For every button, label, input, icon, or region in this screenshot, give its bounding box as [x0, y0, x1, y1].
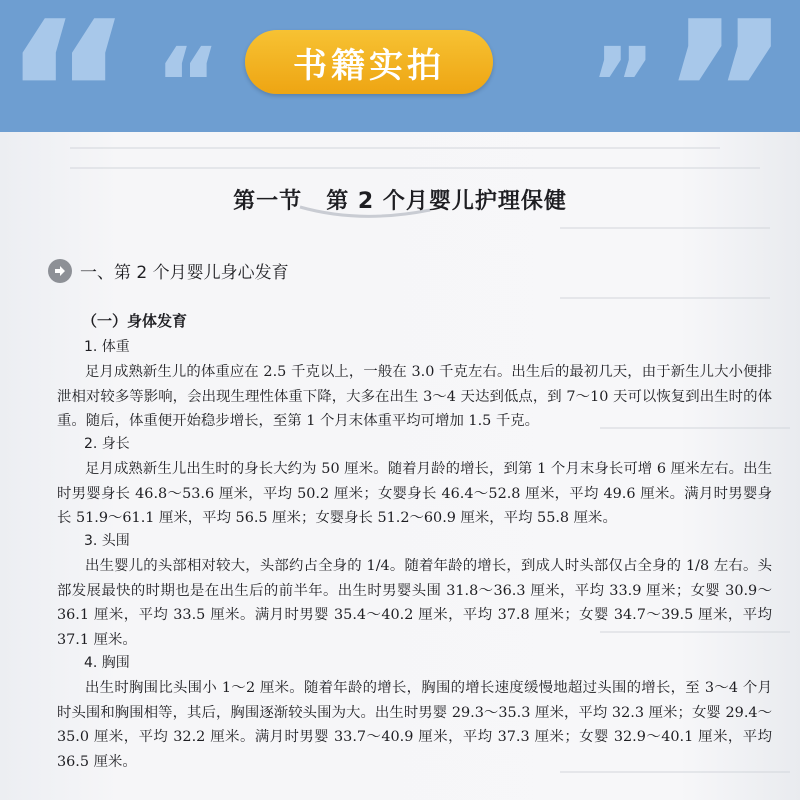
quote-open-large-icon: “ — [2, 0, 134, 132]
heading-level-1-text: 一、第 2 个月婴儿身心发育 — [80, 263, 289, 283]
banner-title: 书籍实拍 — [293, 45, 445, 86]
section-title — [0, 184, 800, 215]
section-number: 第一节 — [233, 189, 303, 214]
top-banner — [0, 0, 800, 132]
arrow-right-icon — [48, 259, 72, 283]
subsection-label-chest-circumference: 4. 胸围 — [84, 655, 130, 671]
book-page — [0, 132, 800, 800]
quote-open-small-icon: “ — [155, 26, 221, 132]
quote-close-small-icon: ” — [590, 26, 656, 132]
paragraph-head-circumference: 出生婴儿的头部相对较大，头部约占全身的 1/4。随着年龄的增长，到成人时头部仅占全身的 1/8 左右。头部发展最快的时期也是在出生后的前半年。出生时男婴头围 31.8～36.3 厘米，平均 33.9 厘米；女婴 30.9～36.1 厘米，平均 33.5 厘米。满月时男婴 35.4～40.2 厘米，平均 37.8 厘米；女婴 34.7～39.5 厘米，平均 37.1 厘米。 — [57, 558, 772, 648]
subsection-label-length: 2. 身长 — [84, 436, 130, 452]
paragraph-weight: 足月成熟新生儿的体重应在 2.5 千克以上，一般在 3.0 千克左右。出生后的最初几天，由于新生儿大小便排泄相对较多等影响，会出现生理性体重下降，大多在出生 3～4 天达到低点，到 7～10 天可以恢复到出生时的体重。随后，体重便开始稳步增长，至第 1 个月末体重平均可增加 1.5 千克。 — [57, 364, 772, 429]
section-title-text: 第 2 个月婴儿护理保健 — [326, 189, 567, 214]
quote-close-large-icon: ” — [660, 0, 792, 132]
subsection-label-weight: 1. 体重 — [84, 339, 130, 355]
subsection-label-head-circumference: 3. 头围 — [84, 533, 130, 549]
paragraph-chest-circumference: 出生时胸围比头围小 1～2 厘米。随着年龄的增长，胸围的增长速度缓慢地超过头围的增长，至 3～4 个月时头围和胸围相等，其后，胸围逐渐较头围为大。出生时男婴 29.3～35.3 厘米，平均 32.3 厘米；女婴 29.4～35.0 厘米，平均 32.2 厘米。满月时男婴 33.7～40.9 厘米，平均 37.3 厘米；女婴 32.9～40.1 厘米，平均 36.5 厘米。 — [57, 680, 772, 770]
paragraph-length: 足月成熟新生儿出生时的身长大约为 50 厘米。随着月龄的增长，到第 1 个月末身长可增 6 厘米左右。出生时男婴身长 46.8～53.6 厘米，平均 50.2 厘米；女婴身长 46.4～52.8 厘米，平均 49.6 厘米。满月时男婴身长 51.9～61.1 厘米，平均 56.5 厘米；女婴身长 51.2～60.9 厘米，平均 55.8 厘米。 — [57, 461, 772, 526]
heading-level-2: （一）身体发育 — [82, 312, 188, 330]
heading-level-1 — [48, 258, 289, 283]
banner-title-pill — [245, 30, 493, 94]
